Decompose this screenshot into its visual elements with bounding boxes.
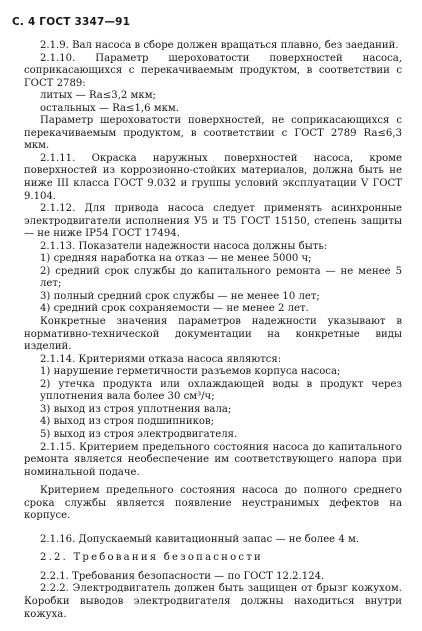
paragraph-2-1-16: 2.1.16. Допускаемый кавитационный запас — не более 4 м. xyxy=(40,533,360,545)
limit-state-criterion: Критерием предельного состояния насоса до полного среднего срока службы является появление неустранимых дефектов на корпусе. xyxy=(24,485,402,522)
document-body xyxy=(24,40,402,621)
reliability-item-1: 1) средняя наработка на отказ — не менее 5000 ч; xyxy=(40,253,312,265)
section-heading-2-2: 2.2. Требования безопасности xyxy=(40,552,263,564)
reliability-item-4: 4) средний срок сохраняемости — не менее 2 лет. xyxy=(40,303,309,315)
failure-item-2: 2) утечка продукта или охлаждающей воды в продукт через уплотнения вала более 30 см³/ч; xyxy=(40,378,402,403)
paragraph-2-1-9: 2.1.9. Вал насоса в сборе должен вращаться плавно, без заеданий. xyxy=(40,40,399,51)
paragraph-2-2-1: 2.2.1. Требования безопасности — по ГОСТ 12.2.124. xyxy=(40,570,325,582)
paragraph-2-1-15: 2.1.15. Критерием предельного состояния насоса до капитального ремонта является необеспечение им соответствующего напора при номинальной подаче. xyxy=(24,441,402,478)
roughness-noncontact: Параметр шероховатости поверхностей, не соприкасающихся с перекачиваемым продуктом, в соответствии с ГОСТ 2789 Ra≤6,3 мкм. xyxy=(24,115,402,152)
reliability-note: Конкретные значения параметров надежности указывают в нормативно-технической документации на конкретные виды изделий. xyxy=(24,316,402,353)
failure-item-4: 4) выход из строя подшипников; xyxy=(40,416,215,428)
paragraph-2-1-12: 2.1.12. Для привода насоса следует применять асинхронные электродвигатели исполнения У5 и Т5 ГОСТ 15150, степень защиты — не ниже IP54 ГОСТ 17494. xyxy=(24,203,402,240)
failure-item-1: 1) нарушение герметичности разъемов корпуса насоса; xyxy=(40,366,341,378)
roughness-other: остальных — Ra≤1,6 мкм. xyxy=(40,102,179,114)
reliability-item-3: 3) полный средний срок службы — не менее 10 лет; xyxy=(40,290,320,302)
paragraph-2-1-14: 2.1.14. Критериями отказа насоса являются: xyxy=(40,353,282,365)
paragraph-2-1-10: 2.1.10. Параметр шероховатости поверхностей насоса, соприкасающихся с перекачиваемым продуктом, в соответствии с ГОСТ 2789: xyxy=(24,52,402,89)
paragraph-2-1-13: 2.1.13. Показатели надежности насоса должны быть: xyxy=(40,240,328,252)
paragraph-2-2-2: 2.2.2. Электродвигатель должен быть защищен от брызг кожухом. Коробки выводов электродвигателя должны находиться внутри кожуха. xyxy=(24,583,402,620)
failure-item-3: 3) выход из строя уплотнения вала; xyxy=(40,403,232,415)
paragraph-2-1-11: 2.1.11. Окраска наружных поверхностей насоса, кроме поверхностей из коррозионно-стойких материалов, должна быть не ниже III класса ГОСТ 9.032 и группы условий эксплуатации V ГОСТ 9.104. xyxy=(24,152,402,202)
reliability-item-2: 2) средний срок службы до капитального ремонта — не менее 5 лет; xyxy=(40,265,402,290)
page-header: С. 4 ГОСТ 3347—91 xyxy=(12,16,131,28)
failure-item-5: 5) выход из строя электродвигателя. xyxy=(40,428,238,440)
roughness-cast: литых — Ra≤3,2 мкм; xyxy=(40,90,156,102)
